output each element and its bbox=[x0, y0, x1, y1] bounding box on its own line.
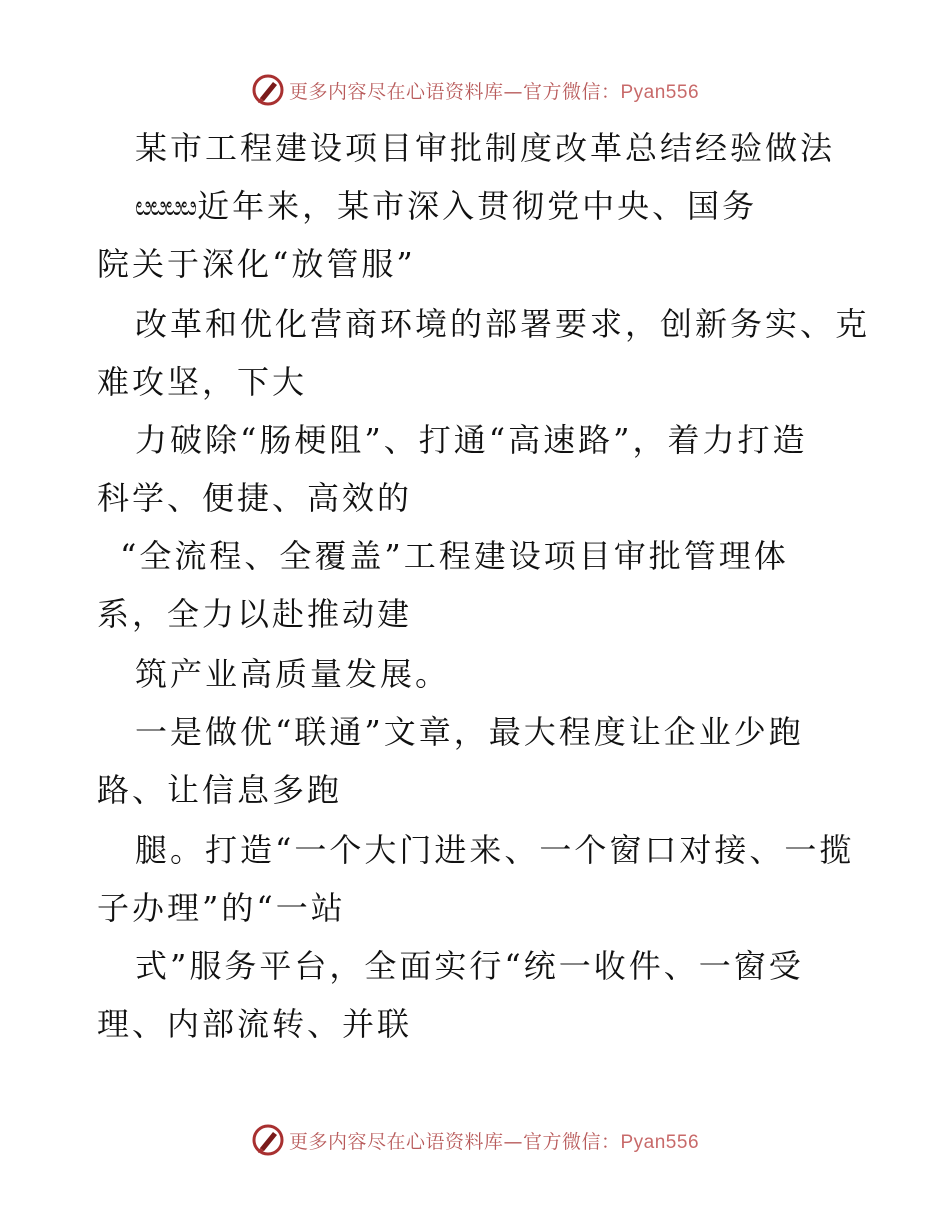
header-banner-mid: 官方微信： bbox=[522, 80, 621, 103]
document-line-7: “全流程、全覆盖”工程建设项目审批管理体 bbox=[120, 537, 789, 575]
document-line-6: 科学、便捷、高效的 bbox=[97, 479, 413, 517]
document-line-10: 一是做优“联通”文章，最大程度让企业少跑 bbox=[135, 713, 804, 751]
document-line-1-text: 近年来，某市深入贯彻党中央、国务 bbox=[197, 187, 758, 225]
pen-logo-icon bbox=[251, 73, 285, 107]
header-banner-handle: Pyan556 bbox=[620, 81, 700, 103]
document-title: 某市工程建设项目审批制度改革总结经验做法 bbox=[135, 129, 836, 167]
ornament-glyphs: ೞೞೞೞ bbox=[135, 192, 196, 222]
header-banner-prefix: 更多内容尽在心语资料库 bbox=[288, 80, 504, 103]
header-banner bbox=[0, 70, 950, 110]
document-line-13: 子办理”的“一站 bbox=[97, 889, 346, 927]
footer-banner-handle: Pyan556 bbox=[620, 1131, 700, 1153]
document-line-12: 腿。打造“一个大门进来、一个窗口对接、一揽 bbox=[135, 831, 855, 869]
header-banner-separator: — bbox=[503, 80, 523, 103]
footer-banner bbox=[0, 1120, 950, 1160]
footer-banner-prefix: 更多内容尽在心语资料库 bbox=[288, 1130, 504, 1153]
document-line-11: 路、让信息多跑 bbox=[97, 771, 343, 809]
document-line-4: 难攻坚，下大 bbox=[97, 363, 308, 401]
document-line-3: 改革和优化营商环境的部署要求，创新务实、克 bbox=[135, 305, 871, 343]
document-line-1 bbox=[135, 186, 757, 227]
header-banner-text bbox=[289, 77, 699, 104]
document-line-9: 筑产业高质量发展。 bbox=[135, 655, 451, 693]
document-line-2: 院关于深化“放管服” bbox=[97, 245, 416, 283]
document-line-8: 系，全力以赴推动建 bbox=[97, 595, 413, 633]
document-line-15: 理、内部流转、并联 bbox=[97, 1005, 413, 1043]
footer-banner-separator: — bbox=[503, 1130, 523, 1153]
footer-banner-text bbox=[289, 1127, 699, 1154]
document-line-5: 力破除“肠梗阻”、打通“高速路”，着力打造 bbox=[135, 421, 808, 459]
document-line-14: 式”服务平台，全面实行“统一收件、一窗受 bbox=[135, 947, 804, 985]
pen-logo-icon bbox=[251, 1123, 285, 1157]
footer-banner-mid: 官方微信： bbox=[522, 1130, 621, 1153]
